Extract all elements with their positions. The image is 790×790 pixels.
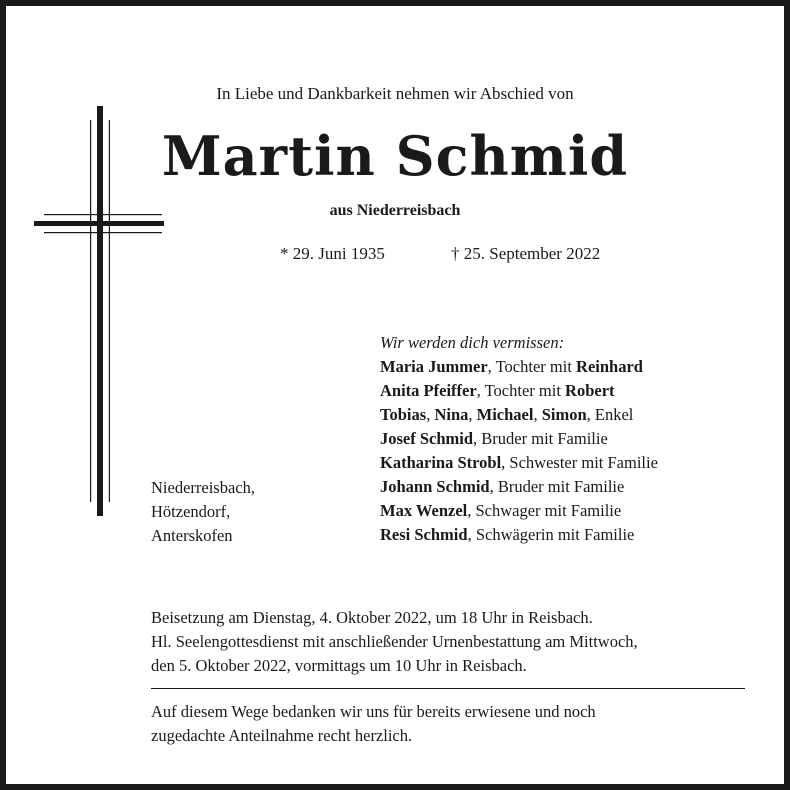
intro-text: In Liebe und Dankbarkeit nehmen wir Abschied von xyxy=(216,84,574,103)
grandchild-name: Michael xyxy=(476,405,534,424)
mourner-entry xyxy=(380,355,658,379)
funeral-line: den 5. Oktober 2022, vormittags um 10 Uhr in Reisbach. xyxy=(151,656,527,675)
mourner-entry xyxy=(380,427,658,451)
mourner-relation: , Bruder mit Familie xyxy=(489,477,625,496)
thanks-text xyxy=(151,700,596,748)
mourner-relation: , Bruder mit Familie xyxy=(473,429,608,448)
mourner-relation: , Tochter mit xyxy=(487,357,577,376)
mourner-partner: Reinhard xyxy=(576,357,643,376)
places-list xyxy=(151,476,255,548)
mourner-name: Josef Schmid xyxy=(380,429,474,448)
mourner-name: Resi Schmid xyxy=(380,525,468,544)
mourner-name: Max Wenzel xyxy=(380,501,468,520)
mourner-entry xyxy=(380,379,658,403)
thanks-line: Auf diesem Wege bedanken wir uns für bereits erwiesene und noch xyxy=(151,702,596,721)
mourner-relation: , Schwester mit Familie xyxy=(501,453,658,472)
mourner-relation: , Schwager mit Familie xyxy=(467,501,622,520)
funeral-line: Beisetzung am Dienstag, 4. Oktober 2022, um 18 Uhr in Reisbach. xyxy=(151,608,593,627)
mourner-partner: Robert xyxy=(565,381,615,400)
origin-text: aus Niederreisbach xyxy=(329,202,461,219)
mourner-relation: , Schwägerin mit Familie xyxy=(467,525,635,544)
divider xyxy=(151,688,745,689)
place-name: Anterskofen xyxy=(151,526,233,545)
mourner-entry: Tobias, Nina, Michael, Simon, Enkel xyxy=(380,405,634,424)
deceased-name: Martin Schmid xyxy=(161,124,629,188)
place-name: Hötzendorf, xyxy=(151,502,231,521)
mourners-list xyxy=(380,331,658,547)
cross-icon xyxy=(34,106,164,516)
mourner-entry xyxy=(380,523,658,547)
mourner-name: Johann Schmid xyxy=(380,477,490,496)
funeral-details xyxy=(151,606,638,678)
mourner-entry xyxy=(380,451,658,475)
grandchild-name: Nina xyxy=(434,405,469,424)
grandchild-name: Simon xyxy=(541,405,587,424)
place-name: Niederreisbach, xyxy=(151,478,255,497)
mourner-name: Anita Pfeiffer xyxy=(380,381,477,400)
mourners-heading: Wir werden dich vermissen: xyxy=(380,333,565,352)
mourner-relation: , Tochter mit xyxy=(476,381,566,400)
birth-date: * 29. Juni 1935 xyxy=(280,244,385,263)
mourner-relation: , Enkel xyxy=(586,405,634,424)
mourner-name: Maria Jummer xyxy=(380,357,488,376)
mourner-entry xyxy=(380,499,658,523)
mourner-entry xyxy=(380,475,658,499)
death-date: † 25. September 2022 xyxy=(451,244,601,263)
thanks-line: zugedachte Anteilnahme recht herzlich. xyxy=(151,726,413,745)
mourner-name: Katharina Strobl xyxy=(380,453,502,472)
funeral-line: Hl. Seelengottesdienst mit anschließender Urnenbestattung am Mittwoch, xyxy=(151,632,638,651)
grandchild-name: Tobias xyxy=(380,405,427,424)
